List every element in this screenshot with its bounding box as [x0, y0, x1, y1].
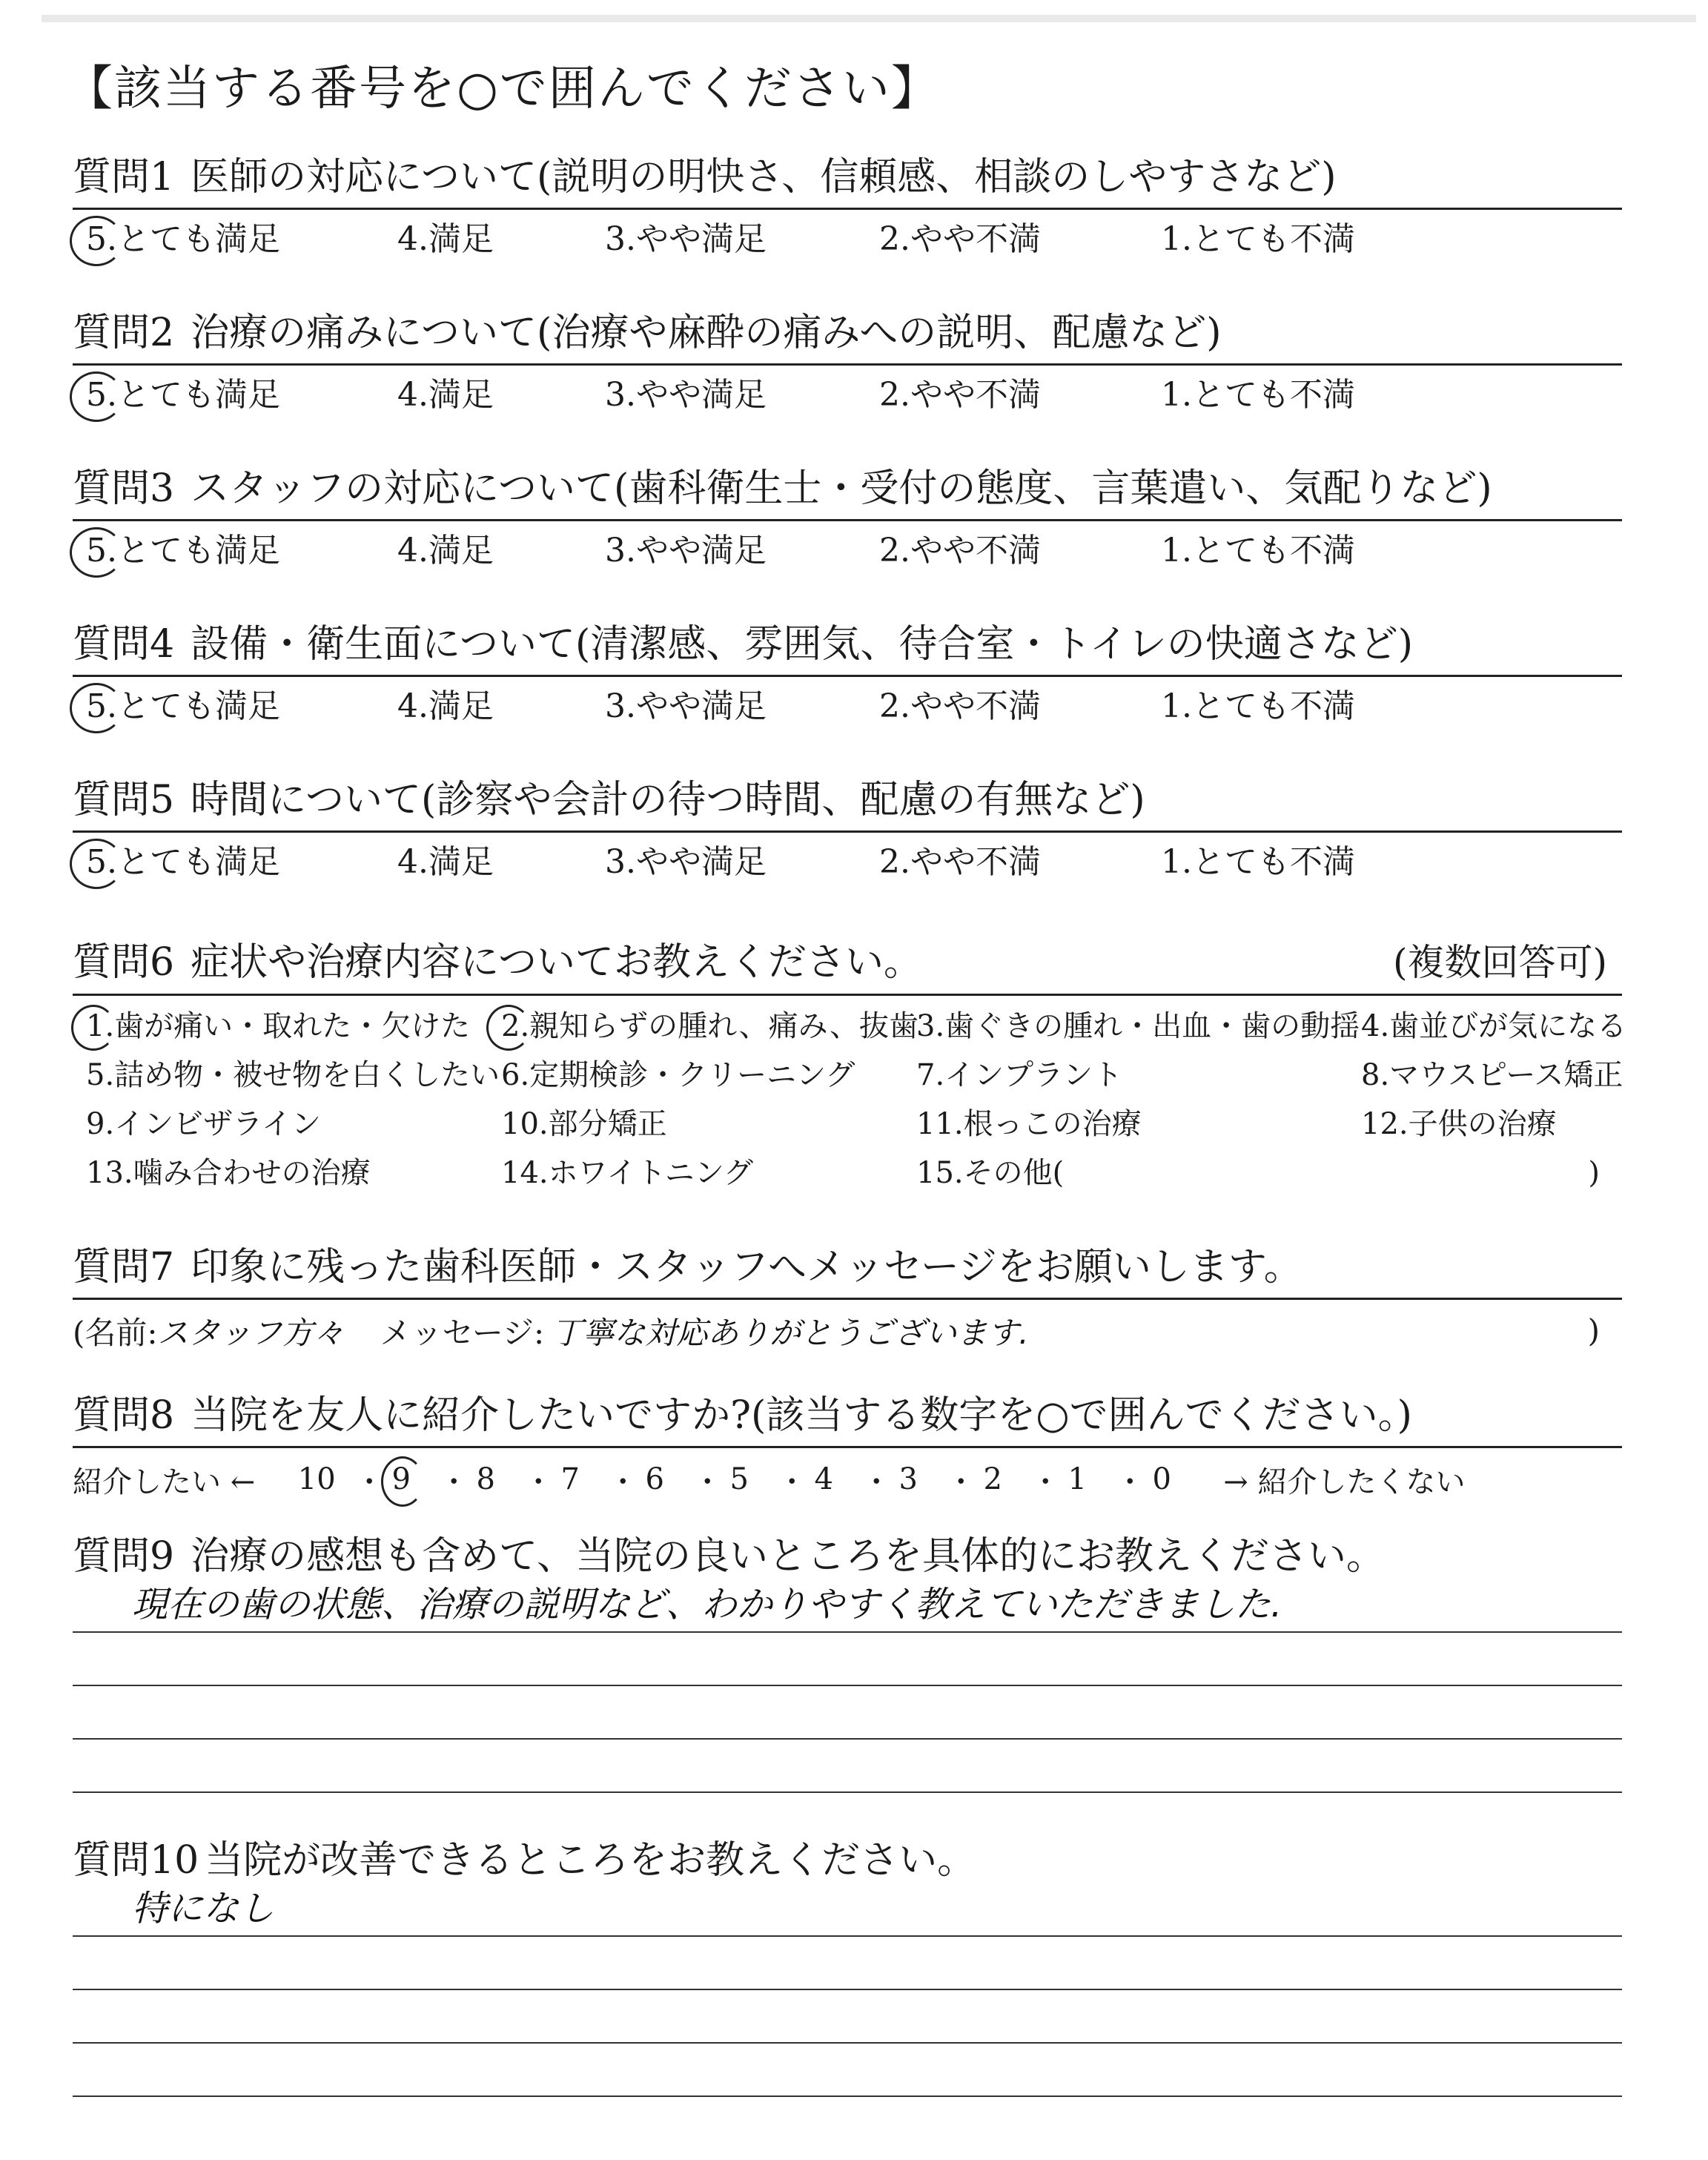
- question-text: 当院を友人に紹介したいですか?(該当する数字を○で囲んでください。): [191, 1393, 1412, 1438]
- question-8-title: [73, 1393, 1622, 1439]
- question-text: 設備・衛生面について(清潔感、雰囲気、待合室・トイレの快適さなど): [191, 621, 1414, 667]
- question-number: 質問6: [73, 940, 175, 985]
- scale-value[interactable]: 7: [560, 1462, 580, 1497]
- name-label: (名前:: [73, 1314, 158, 1351]
- symptom-option[interactable]: 14.ホワイトニング: [501, 1155, 754, 1190]
- question-rule: [73, 675, 1622, 677]
- scale-value[interactable]: 8: [476, 1462, 495, 1497]
- answer-line[interactable]: [73, 1883, 1622, 1937]
- other-closing-paren: ): [1588, 1155, 1600, 1190]
- question-2: [73, 310, 1622, 466]
- answer-line[interactable]: [73, 1633, 1622, 1686]
- rating-option[interactable]: 3.やや満足: [605, 687, 767, 725]
- scale-left-label: 紹介したい ←: [73, 1464, 256, 1499]
- rating-option[interactable]: 5.とても満足: [73, 843, 397, 882]
- question-number: 質問3: [73, 466, 175, 511]
- handwritten-answer: 現在の歯の状態、治療の説明など、わかりやすく教えていただきました.: [132, 1583, 1282, 1625]
- answer-line[interactable]: [73, 1990, 1622, 2044]
- scale-value[interactable]: 5: [729, 1462, 749, 1497]
- scale-value[interactable]: 1: [1068, 1462, 1087, 1497]
- question-6: [73, 933, 1627, 1244]
- question-9: [73, 1533, 1622, 1837]
- symptom-option[interactable]: 11.根っこの治療: [916, 1106, 1142, 1141]
- question-rule: [73, 208, 1622, 210]
- rating-options: [73, 687, 1622, 727]
- rating-option[interactable]: 3.やや満足: [605, 842, 767, 881]
- question-number: 質問7: [73, 1244, 175, 1289]
- rating-options: [73, 376, 1622, 415]
- question-8: [73, 1393, 1622, 1533]
- scan-edge: [42, 15, 1696, 22]
- scale-value[interactable]: 9: [354, 1462, 448, 1496]
- rating-option[interactable]: 4.満足: [397, 375, 494, 414]
- answer-line[interactable]: [73, 1740, 1622, 1793]
- scale-value[interactable]: 10: [297, 1462, 336, 1497]
- question-text: スタッフの対応について(歯科衛生士・受付の態度、言葉遣い、気配りなど): [191, 466, 1492, 511]
- rating-option[interactable]: 1.とても不満: [1161, 531, 1355, 569]
- symptom-option[interactable]: 6.定期検診・クリーニング: [501, 1057, 855, 1092]
- rating-option[interactable]: 2.やや不満: [879, 687, 1041, 725]
- handwritten-answer: 特になし: [132, 1887, 275, 1929]
- question-number: 質問4: [73, 621, 175, 667]
- question-text: 時間について(診察や会計の待つ時間、配慮の有無など): [191, 777, 1145, 822]
- rating-option[interactable]: 3.やや満足: [605, 375, 767, 414]
- question-5-title: [73, 777, 1622, 823]
- symptom-option[interactable]: 15.その他(: [916, 1155, 1065, 1190]
- multiple-answer-note: (複数回答可): [1392, 940, 1607, 984]
- question-number: 質問1: [73, 154, 175, 199]
- rating-option[interactable]: 5.とても満足: [73, 532, 397, 571]
- question-rule: [73, 519, 1622, 521]
- rating-option[interactable]: 2.やや不満: [879, 375, 1041, 414]
- name-field[interactable]: スタッフ方々: [157, 1314, 345, 1351]
- question-7-title: [73, 1244, 1622, 1290]
- question-rule: [73, 830, 1622, 833]
- rating-option[interactable]: 4.満足: [397, 531, 494, 569]
- recommend-scale: 紹介したい ← 10 ・ 9 ・ 8 ・ 7 ・ 6 ・ 5 ・ 4 ・ 3 ・ 2 ・ 1 ・ 0 → 紹介したくない: [73, 1459, 1622, 1501]
- question-text: 治療の痛みについて(治療や麻酔の痛みへの説明、配慮など): [191, 310, 1222, 355]
- question-6-title: [73, 939, 922, 985]
- question-1: [73, 154, 1622, 310]
- question-10-title: [73, 1837, 1622, 1883]
- message-row: [73, 1309, 1622, 1353]
- question-rule: [73, 363, 1622, 366]
- rating-option[interactable]: 2.やや不満: [879, 219, 1041, 258]
- question-1-title: [73, 154, 1622, 200]
- question-number: 質問10: [73, 1837, 199, 1883]
- rating-option[interactable]: 3.やや満足: [605, 219, 767, 258]
- rating-option[interactable]: 4.満足: [397, 842, 494, 881]
- symptom-option[interactable]: 9.インビザライン: [86, 1106, 321, 1141]
- symptom-option[interactable]: 4.歯並びが気になる: [1361, 1008, 1627, 1043]
- answer-line[interactable]: [73, 1686, 1622, 1740]
- question-rule: [73, 994, 1622, 996]
- question-number: 質問8: [73, 1393, 175, 1438]
- form-header: 【該当する番号を○で囲んでください】: [65, 62, 940, 116]
- question-number: 質問9: [73, 1533, 175, 1579]
- message-label: メッセージ:: [380, 1314, 545, 1351]
- symptom-option[interactable]: 1.歯が痛い・取れた・欠けた: [73, 1008, 488, 1045]
- symptom-option[interactable]: 8.マウスピース矯正: [1361, 1057, 1623, 1092]
- question-text: 当院が改善できるところをお教えください。: [205, 1837, 976, 1883]
- question-3: [73, 466, 1622, 621]
- question-text: 治療の感想も含めて、当院の良いところを具体的にお教えください。: [191, 1533, 1386, 1579]
- question-number: 質問2: [73, 310, 175, 355]
- question-9-title: [73, 1533, 1622, 1579]
- survey-form: [65, 62, 1627, 2097]
- scale-value[interactable]: 4: [814, 1462, 833, 1497]
- question-number: 質問5: [73, 777, 175, 822]
- rating-option[interactable]: 5.とても満足: [73, 376, 397, 415]
- rating-option[interactable]: 1.とても不満: [1161, 375, 1355, 414]
- question-5: [73, 777, 1622, 933]
- question-4-title: [73, 621, 1622, 667]
- question-3-title: [73, 466, 1622, 512]
- closing-paren: ): [1587, 1312, 1600, 1350]
- message-field[interactable]: 丁寧な対応ありがとうございます.: [552, 1314, 1029, 1351]
- question-4: [73, 621, 1622, 777]
- scale-value[interactable]: 6: [645, 1462, 664, 1497]
- scale-right-label: → 紹介したくない: [1223, 1464, 1466, 1499]
- symptom-option[interactable]: 13.噛み合わせの治療: [86, 1155, 371, 1190]
- question-10: [73, 1837, 1622, 2097]
- rating-option[interactable]: 4.満足: [397, 687, 494, 725]
- answer-line[interactable]: [73, 1937, 1622, 1990]
- rating-option[interactable]: 2.やや不満: [879, 531, 1041, 569]
- symptom-option[interactable]: 7.インプラント: [916, 1057, 1123, 1092]
- question-text: 印象に残った歯科医師・スタッフへメッセージをお願いします。: [191, 1244, 1302, 1289]
- rating-option[interactable]: 3.やや満足: [605, 531, 767, 569]
- question-text: 医師の対応について(説明の明快さ、信頼感、相談のしやすさなど): [191, 154, 1337, 199]
- rating-option[interactable]: 5.とても満足: [73, 220, 397, 260]
- rating-options: [73, 220, 1622, 260]
- answer-lines: [73, 1883, 1622, 2097]
- symptom-option[interactable]: 10.部分矯正: [501, 1106, 667, 1141]
- scale-value[interactable]: 0: [1152, 1462, 1171, 1497]
- symptom-options: [73, 1008, 1627, 1192]
- symptom-option[interactable]: 5.詰め物・被せ物を白くしたい: [86, 1057, 500, 1092]
- symptom-option[interactable]: 2.親知らずの腫れ、痛み、抜歯: [488, 1008, 903, 1045]
- question-7: [73, 1244, 1622, 1393]
- answer-lines: [73, 1579, 1622, 1793]
- rating-options: [73, 532, 1622, 571]
- answer-line[interactable]: [73, 2044, 1622, 2097]
- question-rule: [73, 1446, 1622, 1448]
- rating-option[interactable]: 1.とても不満: [1161, 842, 1355, 881]
- rating-option[interactable]: 2.やや不満: [879, 842, 1041, 881]
- rating-questions: [73, 154, 1622, 933]
- answer-line[interactable]: [73, 1579, 1622, 1633]
- rating-option[interactable]: 5.とても満足: [73, 687, 397, 727]
- symptom-option[interactable]: 3.歯ぐきの腫れ・出血・歯の動揺: [916, 1008, 1360, 1043]
- question-2-title: [73, 310, 1622, 356]
- question-rule: [73, 1298, 1622, 1300]
- rating-option[interactable]: 1.とても不満: [1161, 219, 1355, 258]
- rating-option[interactable]: 1.とても不満: [1161, 687, 1355, 725]
- scale-value[interactable]: 3: [898, 1462, 918, 1497]
- rating-option[interactable]: 4.満足: [397, 219, 494, 258]
- scale-value[interactable]: 2: [983, 1462, 1002, 1497]
- question-text: 症状や治療内容についてお教えください。: [191, 940, 923, 985]
- rating-options: [73, 843, 1622, 882]
- symptom-option[interactable]: 12.子供の治療: [1361, 1106, 1557, 1141]
